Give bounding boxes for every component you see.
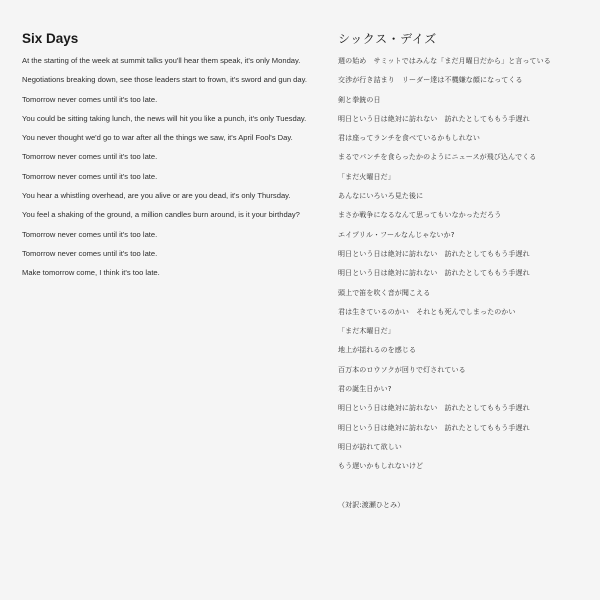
english-lyrics-list (22, 56, 322, 288)
english-lyric-line: At the starting of the week at summit talks you'll hear them speak, it's only Monday. (22, 56, 301, 65)
japanese-lyric-line: 君は座ってランチを食べているかもしれない (338, 134, 480, 143)
japanese-lyric-line: まるでパンチを食らったかのようにニュースが飛び込んでくる (338, 153, 537, 162)
english-lyric-line: Negotiations breaking down, see those leaders start to frown, it's sword and gun day. (22, 75, 307, 85)
credit-spacer (338, 481, 588, 500)
japanese-lyric-line: あんなにいろいろ見た後に (338, 192, 424, 201)
english-lyric-line: Tomorrow never comes until it's too late. (22, 229, 158, 239)
japanese-lyric-line: 君の誕生日かい? (338, 385, 392, 394)
japanese-lyric-line: 剣と拳銃の日 (338, 95, 381, 104)
japanese-lyric-line: 百万本のロウソクが回りで灯されている (338, 365, 466, 374)
japanese-lyric-line: 明日という日は絶対に訪れない 訪れたとしてももう手遅れ (338, 249, 530, 258)
japanese-lyric-line: 交渉が行き詰まり リーダー達は不機嫌な顔になってくる (338, 76, 523, 85)
translation-credit: （対訳:渡瀬ひとみ） (338, 500, 405, 509)
japanese-lyric-line: 「まだ火曜日だ」 (338, 172, 395, 181)
english-lyrics-column (22, 32, 322, 288)
japanese-lyric-line: 週の始め サミットではみんな「まだ月曜日だから」と言っている (338, 57, 551, 65)
japanese-lyric-line: まさか戦争になるなんて思ってもいなかっただろう (338, 211, 502, 220)
english-lyric-line: Make tomorrow come, I think it's too late. (22, 268, 160, 278)
japanese-title: シックス・デイズ (338, 32, 437, 46)
japanese-lyrics-column (338, 32, 588, 519)
japanese-lyric-line: 地上が揺れるのを感じる (338, 346, 417, 355)
japanese-lyric-line: エイプリル・フールなんじゃないか? (338, 230, 455, 239)
english-lyric-line: Tomorrow never comes until it's too late. (22, 171, 158, 181)
english-lyric-line: Tomorrow never comes until it's too late. (22, 152, 158, 162)
english-lyric-line: You could be sitting taking lunch, the news will hit you like a punch, it's only Tuesday. (22, 113, 307, 123)
english-lyric-line: You never thought we'd go to war after all the things we saw, it's April Fool's Day. (22, 133, 293, 143)
english-lyric-line: Tomorrow never comes until it's too late. (22, 248, 158, 258)
japanese-lyrics-list (338, 56, 588, 519)
japanese-lyric-line: もう遅いかもしれないけど (338, 462, 424, 471)
japanese-lyric-line: 君は生きているのかい それとも死んでしまったのかい (338, 307, 516, 316)
english-lyric-line: You hear a whistling overhead, are you alive or are you dead, it's only Thursday. (22, 191, 291, 201)
japanese-lyric-line: 明日という日は絶対に訪れない 訪れたとしてももう手遅れ (338, 423, 530, 432)
english-title: Six Days (22, 31, 79, 46)
english-lyric-line: You feel a shaking of the ground, a million candles burn around, is it your birthday? (22, 210, 300, 220)
japanese-lyric-line: 明日という日は絶対に訪れない 訪れたとしてももう手遅れ (338, 269, 530, 278)
japanese-lyric-line: 明日が訪れて欲しい (338, 442, 402, 451)
japanese-lyric-line: 頭上で笛を吹く音が聞こえる (338, 288, 431, 297)
japanese-lyric-line: 「まだ木曜日だ」 (338, 327, 395, 336)
japanese-lyric-line: 明日という日は絶対に訪れない 訪れたとしてももう手遅れ (338, 114, 530, 123)
english-lyric-line: Tomorrow never comes until it's too late. (22, 94, 158, 104)
japanese-lyric-line: 明日という日は絶対に訪れない 訪れたとしてももう手遅れ (338, 404, 530, 413)
